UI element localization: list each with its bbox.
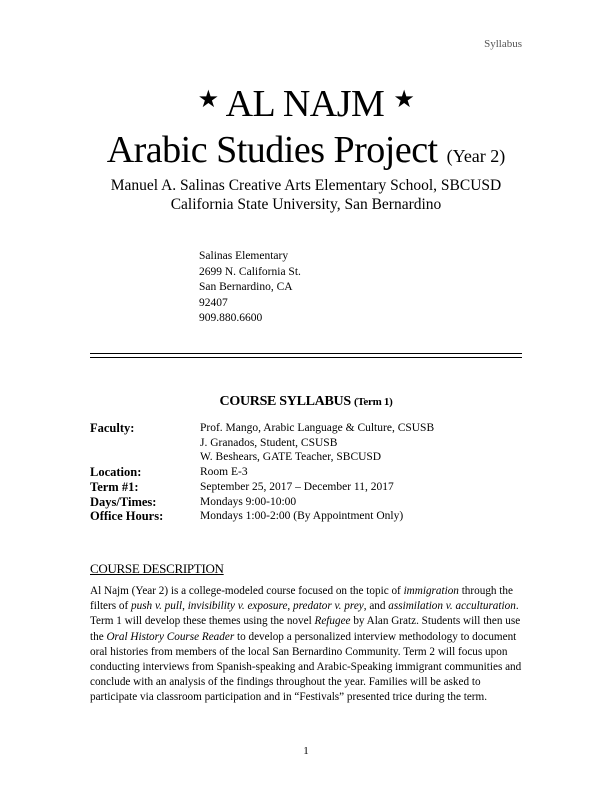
syllabus-heading-text: COURSE SYLLABUS [219,394,351,409]
divider-rule [90,353,522,354]
faculty-row [90,450,530,465]
course-info [90,421,530,524]
star-icon: ★ [393,87,415,113]
faculty-label: Faculty: [90,421,135,435]
title-year: (Year 2) [446,146,506,166]
faculty-row [90,436,530,451]
office-hours-row [90,509,530,524]
running-header: Syllabus [484,38,522,50]
star-icon: ★ [197,87,219,113]
office-hours-value: Mondays 1:00-2:00 (By Appointment Only) [200,510,404,523]
location-value: Room E-3 [200,466,248,479]
address-name: Salinas Elementary [199,250,289,262]
address-street: 2699 N. California St. [199,265,301,278]
address-phone: 909.880.6600 [199,312,263,324]
location-label: Location: [90,465,142,480]
faculty-value: W. Beshears, GATE Teacher, SBCUSD [200,451,382,464]
divider-rule [90,357,522,358]
emphasis-immigration: immigration [403,585,459,597]
faculty-row [90,421,530,436]
address-zip: 92407 [199,296,228,309]
syllabus-heading [0,394,612,410]
title-al-najm: AL NAJM [225,83,385,125]
course-description-heading: COURSE DESCRIPTION [90,561,224,576]
emphasis-refugee: Refugee [314,615,351,628]
days-row [90,495,530,510]
subtitle-school: Manuel A. Salinas Creative Arts Elementary School, SBCUSD [110,177,502,194]
emphasis-course-reader: Oral History Course Reader [106,630,235,643]
page-number: 1 [303,745,309,757]
faculty-value: Prof. Mango, Arabic Language & Culture, CSUSB [200,422,435,434]
location-row [90,465,530,480]
term-row [90,480,530,495]
course-description: Al Najm (Year 2) is a college-modeled course focused on the topic of immigration through the filters of push v. pull, invisibility v. exposure, predator v. prey, and assimilation v. acculturation. Term 1 will develop these themes using the novel Refugee by Alan Gratz. Students will then use the Oral History Course Reader to develop a personalized interview methodology to document oral histories from members of the local San Bernardino Community. Term 2 will focus upon conducting interviews from Spanish-speaking and Arabic-Speaking immigrant communities and conclude with an analysis of the findings throughout the year. Families will be asked to participate via classroom participation and in “Festivals” presented trice during the term. [90,585,522,704]
address-city: San Bernardino, CA [199,281,293,293]
days-label: Days/Times: [90,494,157,509]
office-hours-label: Office Hours: [90,509,164,524]
term-label: Term #1: [90,479,139,494]
title-line-1 [0,78,612,126]
faculty-value: J. Granados, Student, CSUSB [200,436,338,449]
subtitle-university: California State University, San Bernardino [170,196,442,213]
title-project: Arabic Studies Project [106,129,438,171]
emphasis-assimilation: assimilation v. acculturation [388,600,516,613]
emphasis-predator: predator v. prey [293,600,364,613]
emphasis-invisibility: invisibility v. exposure [187,600,288,613]
address-block [199,249,301,327]
syllabus-term-tag: (Term 1) [354,396,393,408]
title-line-2 [0,128,612,178]
term-value: September 25, 2017 – December 11, 2017 [200,480,394,493]
days-value: Mondays 9:00-10:00 [200,495,297,508]
emphasis-push-pull: push v. pull [131,600,183,613]
